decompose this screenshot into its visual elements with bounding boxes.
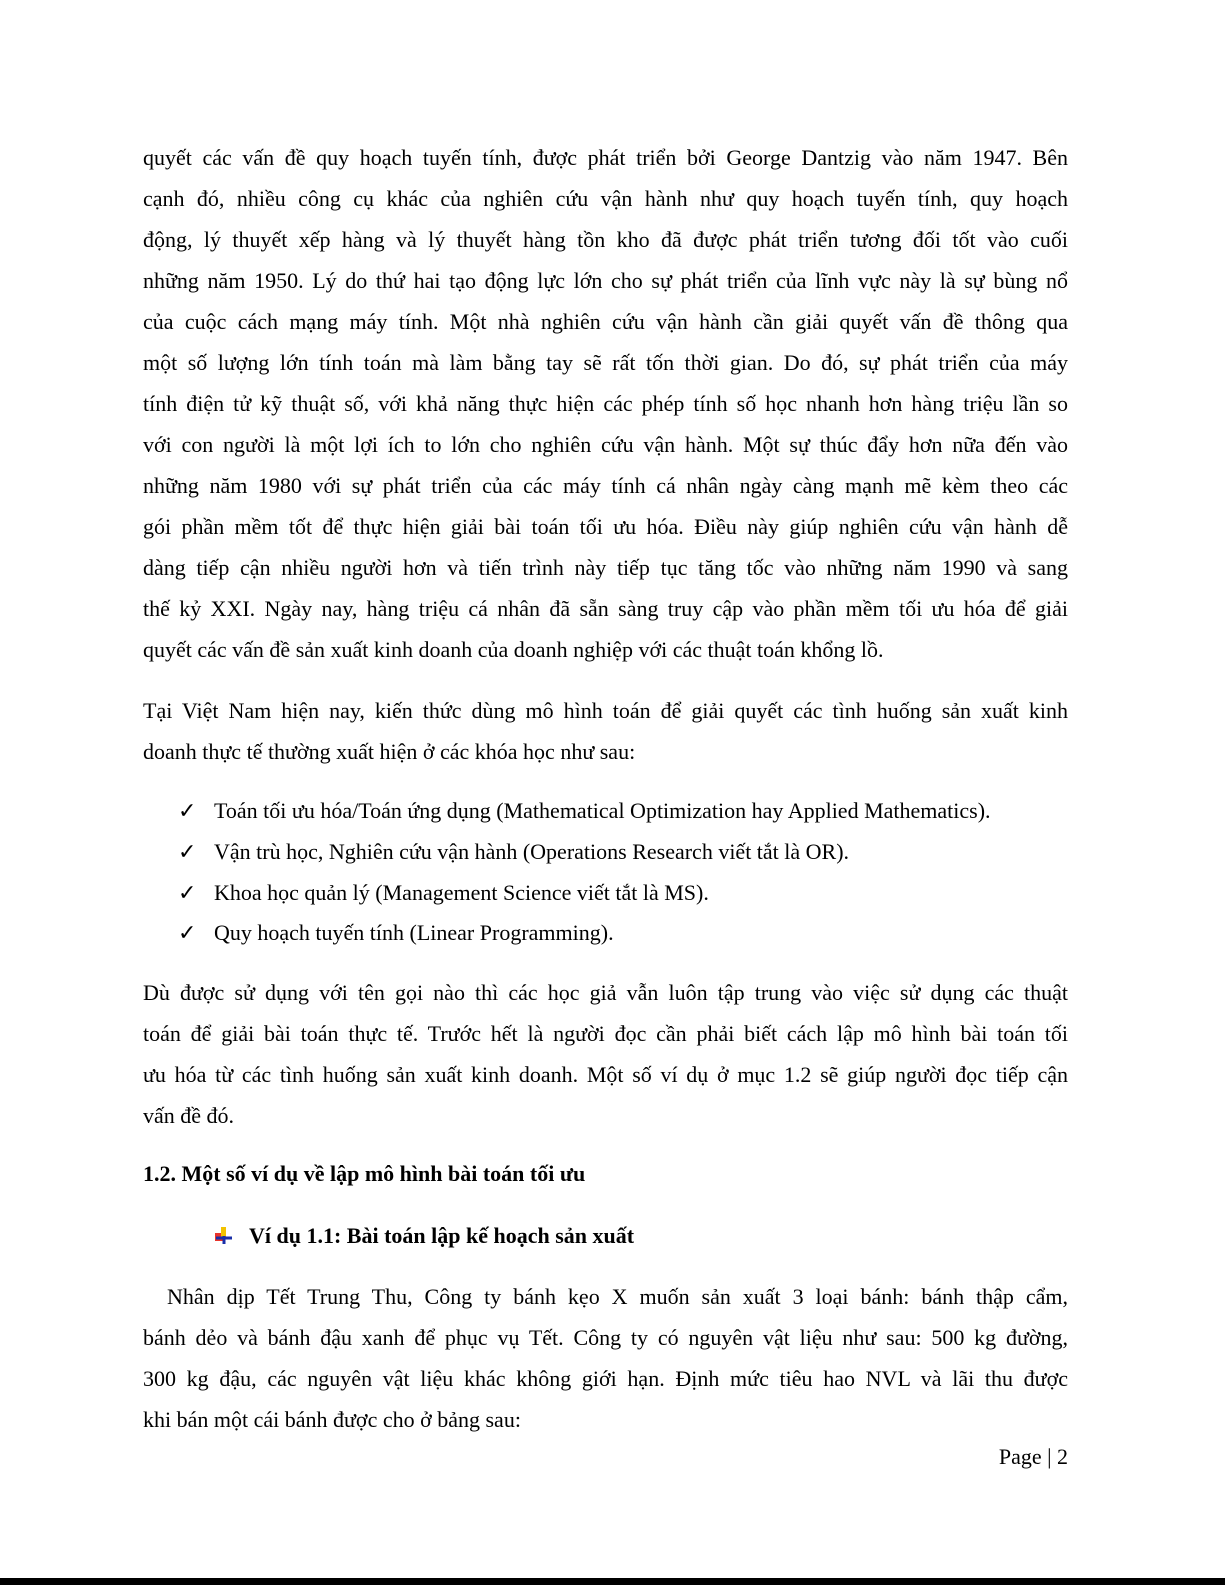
bottom-border [0,1578,1225,1585]
text-line: cạnh đó, nhiều công cụ khác của nghiên cứu vận hành như quy hoạch tuyến tính, quy hoạch [143,186,1068,211]
page-number [999,1436,1068,1477]
paragraph-scholars [143,972,1068,1136]
text-line: những năm 1950. Lý do thứ hai tạo động lực lớn cho sự phát triển của lĩnh vực này là sự bùng nổ [143,268,1068,293]
section-heading: 1.2. Một số ví dụ về lập mô hình bài toán tối ưu [143,1161,586,1186]
text-line: ưu hóa từ các tình huống sản xuất kinh doanh. Một số ví dụ ở mục 1.2 sẽ giúp người đọc tiếp cận [143,1062,1068,1087]
text-line: quyết các vấn đề quy hoạch tuyến tính, được phát triển bởi George Dantzig vào năm 1947. Bên [143,145,1068,170]
arrow-down-bullet-icon [213,1217,235,1235]
paragraph-history [143,137,1068,670]
text-line: doanh thực tế thường xuất hiện ở các khóa học như sau: [143,739,636,764]
text-line: một số lượng lớn tính toán mà làm bằng tay sẽ rất tốn thời gian. Do đó, sự phát triển của máy [143,350,1068,375]
text-line: toán để giải bài toán thực tế. Trước hết là người đọc cần phải biết cách lập mô hình bài toán tối [143,1021,1068,1046]
text-line: thế kỷ XXI. Ngày nay, hàng triệu cá nhân đã sẵn sàng truy cập vào phần mềm tối ưu hóa để giải [143,596,1068,621]
paragraph-vietnam [143,690,1068,772]
text-line: gói phần mềm tốt để thực hiện giải bài toán tối ưu hóa. Điều này giúp nghiên cứu vận hành dễ [143,514,1068,539]
text-line: tính điện tử kỹ thuật số, với khả năng thực hiện các phép tính số học nhanh hơn hàng triệu lần so [143,391,1068,416]
list-item-text: Toán tối ưu hóa/Toán ứng dụng (Mathematical Optimization hay Applied Mathematics). [214,798,991,823]
text-line: Dù được sử dụng với tên gọi nào thì các học giả vẫn luôn tập trung vào việc sử dụng các thuật [143,980,1068,1005]
text-line: Tại Việt Nam hiện nay, kiến thức dùng mô hình toán để giải quyết các tình huống sản xuất kinh [143,698,1068,723]
text-line: dàng tiếp cận nhiều người hơn và tiến trình này tiếp tục tăng tốc vào những năm 1990 và sang [143,555,1068,580]
text-line: khi bán một cái bánh được cho ở bảng sau: [143,1407,521,1432]
text-line: động, lý thuyết xếp hàng và lý thuyết hàng tồn kho đã được phát triển tương đối tốt vào cuối [143,227,1068,252]
list-item [178,912,614,953]
list-item [178,872,709,913]
checkmark-icon: ✓ [178,920,197,945]
checkmark-icon: ✓ [178,798,197,823]
list-item-text: Quy hoạch tuyến tính (Linear Programming). [214,920,614,945]
list-item-text: Khoa học quản lý (Management Science viết tắt là MS). [214,880,709,905]
page-number-value: 2 [1057,1444,1068,1469]
text-line: 300 kg đậu, các nguyên vật liệu khác không giới hạn. Định mức tiêu hao NVL và lãi thu được [143,1366,1068,1391]
text-line: của cuộc cách mạng máy tính. Một nhà nghiên cứu vận hành cần giải quyết vấn đề thông qua [143,309,1068,334]
checkmark-icon: ✓ [178,839,197,864]
list-item [178,790,991,831]
text-line: với con người là một lợi ích to lớn cho nghiên cứu vận hành. Một sự thúc đẩy hơn nữa đến vào [143,432,1068,457]
example-heading-text: Ví dụ 1.1: Bài toán lập kế hoạch sản xuất [249,1223,635,1248]
text-line: Nhân dịp Tết Trung Thu, Công ty bánh kẹo X muốn sản xuất 3 loại bánh: bánh thập cẩm, [167,1284,1068,1309]
list-item-text: Vận trù học, Nghiên cứu vận hành (Operations Research viết tắt là OR). [214,839,850,864]
text-line: bánh dẻo và bánh đậu xanh để phục vụ Tết. Công ty có nguyên vật liệu như sau: 500 kg đường, [143,1325,1068,1350]
text-line: những năm 1980 với sự phát triển của các máy tính cá nhân ngày càng mạnh mẽ kèm theo các [143,473,1068,498]
page-label: Page [998,1444,1042,1469]
paragraph-example [143,1276,1068,1440]
text-line: vấn đề đó. [143,1103,235,1128]
page-separator: | [1047,1444,1052,1469]
example-heading [213,1215,634,1256]
text-line: quyết các vấn đề sản xuất kinh doanh của doanh nghiệp với các thuật toán khổng lồ. [143,637,884,662]
checkmark-icon: ✓ [178,880,197,905]
list-item [178,831,849,872]
